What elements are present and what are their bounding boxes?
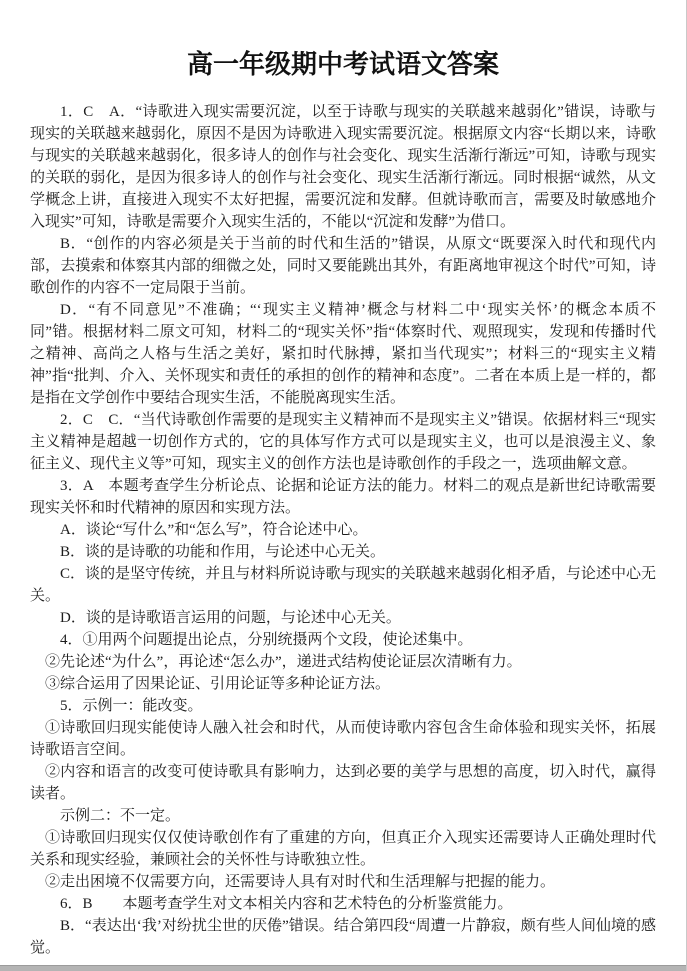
- answer-q6-option-b: B．“表达出‘我’对纷扰尘世的厌倦”错误。结合第四段“周遭一片静寂，颇有些人间仙境的感觉。: [30, 918, 656, 956]
- page-bottom-edge: [0, 965, 686, 971]
- answer-q1-option-b: B．“创作的内容必须是关于当前的时代和生活的”错误，从原文“既要深入时代和现代内部，去摸索和体察其内部的细微之处，同时又要能跳出其外，有距离地审视这个时代”可知，诗歌创作的内容不一定局限于当前。: [30, 236, 656, 296]
- answer-q4-point-1: 4．①用两个问题提出论点，分别统摄两个文段，使论述集中。: [60, 632, 473, 648]
- page-title: 高一年级期中考试语文答案: [186, 49, 499, 79]
- answer-q3-option-d: D．谈的是诗歌语言运用的问题，与论述中心无关。: [60, 610, 401, 626]
- answer-q5-example-2-head: 示例二：不一定。: [60, 808, 181, 824]
- answer-q3: 3．A 本题考查学生分析论点、论据和论证方法的能力。材料二的观点是新世纪诗歌需要现实关怀和时代精神的原因和实现方法。: [30, 478, 656, 516]
- answer-q5-example-2-point-2: ②走出困境不仅需要方向，还需要诗人具有对时代和生活理解与把握的能力。: [45, 874, 556, 890]
- answer-q3-option-b: B．谈的是诗歌的功能和作用，与论述中心无关。: [60, 544, 386, 560]
- answer-q3-option-c: C．谈的是坚守传统，并且与材料所说诗歌与现实的关联越来越弱化相矛盾，与论述中心无关。: [30, 566, 656, 604]
- answer-q5-example-1-point-2: ②内容和语言的改变可使诗歌具有影响力，达到必要的美学与思想的高度，切入时代，赢得读者。: [30, 764, 656, 802]
- answer-q4-point-3: ③综合运用了因果论证、引用论证等多种论证方法。: [45, 676, 391, 692]
- answer-q5-example-2-point-1: ①诗歌回归现实仅仅使诗歌创作有了重建的方向，但真正介入现实还需要诗人正确处理时代关系和现实经验，兼顾社会的关怀性与诗歌独立性。: [30, 830, 656, 868]
- answer-q5-example-1-point-1: ①诗歌回归现实能使诗人融入社会和时代，从而使诗歌内容包含生命体验和现实关怀，拓展诗歌语言空间。: [30, 720, 656, 758]
- answer-q4-point-2: ②先论述“为什么”，再论述“怎么办”，递进式结构使论证层次清晰有力。: [45, 654, 522, 670]
- answer-q6: 6．B 本题考查学生对文本相关内容和艺术特色的分析鉴赏能力。: [60, 896, 513, 912]
- answer-q3-option-a: A．谈论“写什么”和“怎么写”，符合论述中心。: [60, 522, 368, 538]
- answer-q5-example-1-head: 5．示例一：能改变。: [60, 698, 203, 714]
- answer-q1-option-d: D．“有不同意见”不准确；“‘现实主义精神’概念与材料二中‘现实关怀’的概念本质不同”错。根据材料二原文可知，材料二的“现实关怀”指“体察时代、观照现实，发现和传播时代之精神、高尚之人格与生活之美好，紧扣时代脉搏，紧扣当代现实”；材料三的“现实主义精神”指“批判、介入、关怀现实和责任的承担的创作的精神和态度”。二者在本质上是一样的，都是指在文学创作中要结合现实生活，不能脱离现实生活。: [30, 302, 656, 406]
- answer-q1: 1．C A．“诗歌进入现实需要沉淀，以至于诗歌与现实的关联越来越弱化”错误，诗歌与现实的关联越来越弱化，原因不是因为诗歌进入现实需要沉淀。根据原文内容“长期以来，诗歌与现实的关联越来越弱化，很多诗人的创作与社会变化、现实生活渐行渐远”可知，诗歌与现实的关联的弱化，是因为很多诗人的创作与社会变化、现实生活渐行渐远。同时根据“诚然，从文学概念上讲，直接进入现实不太好把握，需要沉淀和发酵。但就诗歌而言，需要及时敏感地介入现实”可知，诗歌是需要介入现实生活的，不能以“沉淀和发酵”为借口。: [30, 104, 656, 230]
- answer-q2: 2．C C．“当代诗歌创作需要的是现实主义精神而不是现实主义”错误。依据材料三“现实主义精神是超越一切创作方式的，它的具体写作方式可以是现实主义，也可以是浪漫主义、象征主义、现代主义等”可知，现实主义的创作方法也是诗歌创作的手段之一，选项曲解文意。: [30, 412, 656, 472]
